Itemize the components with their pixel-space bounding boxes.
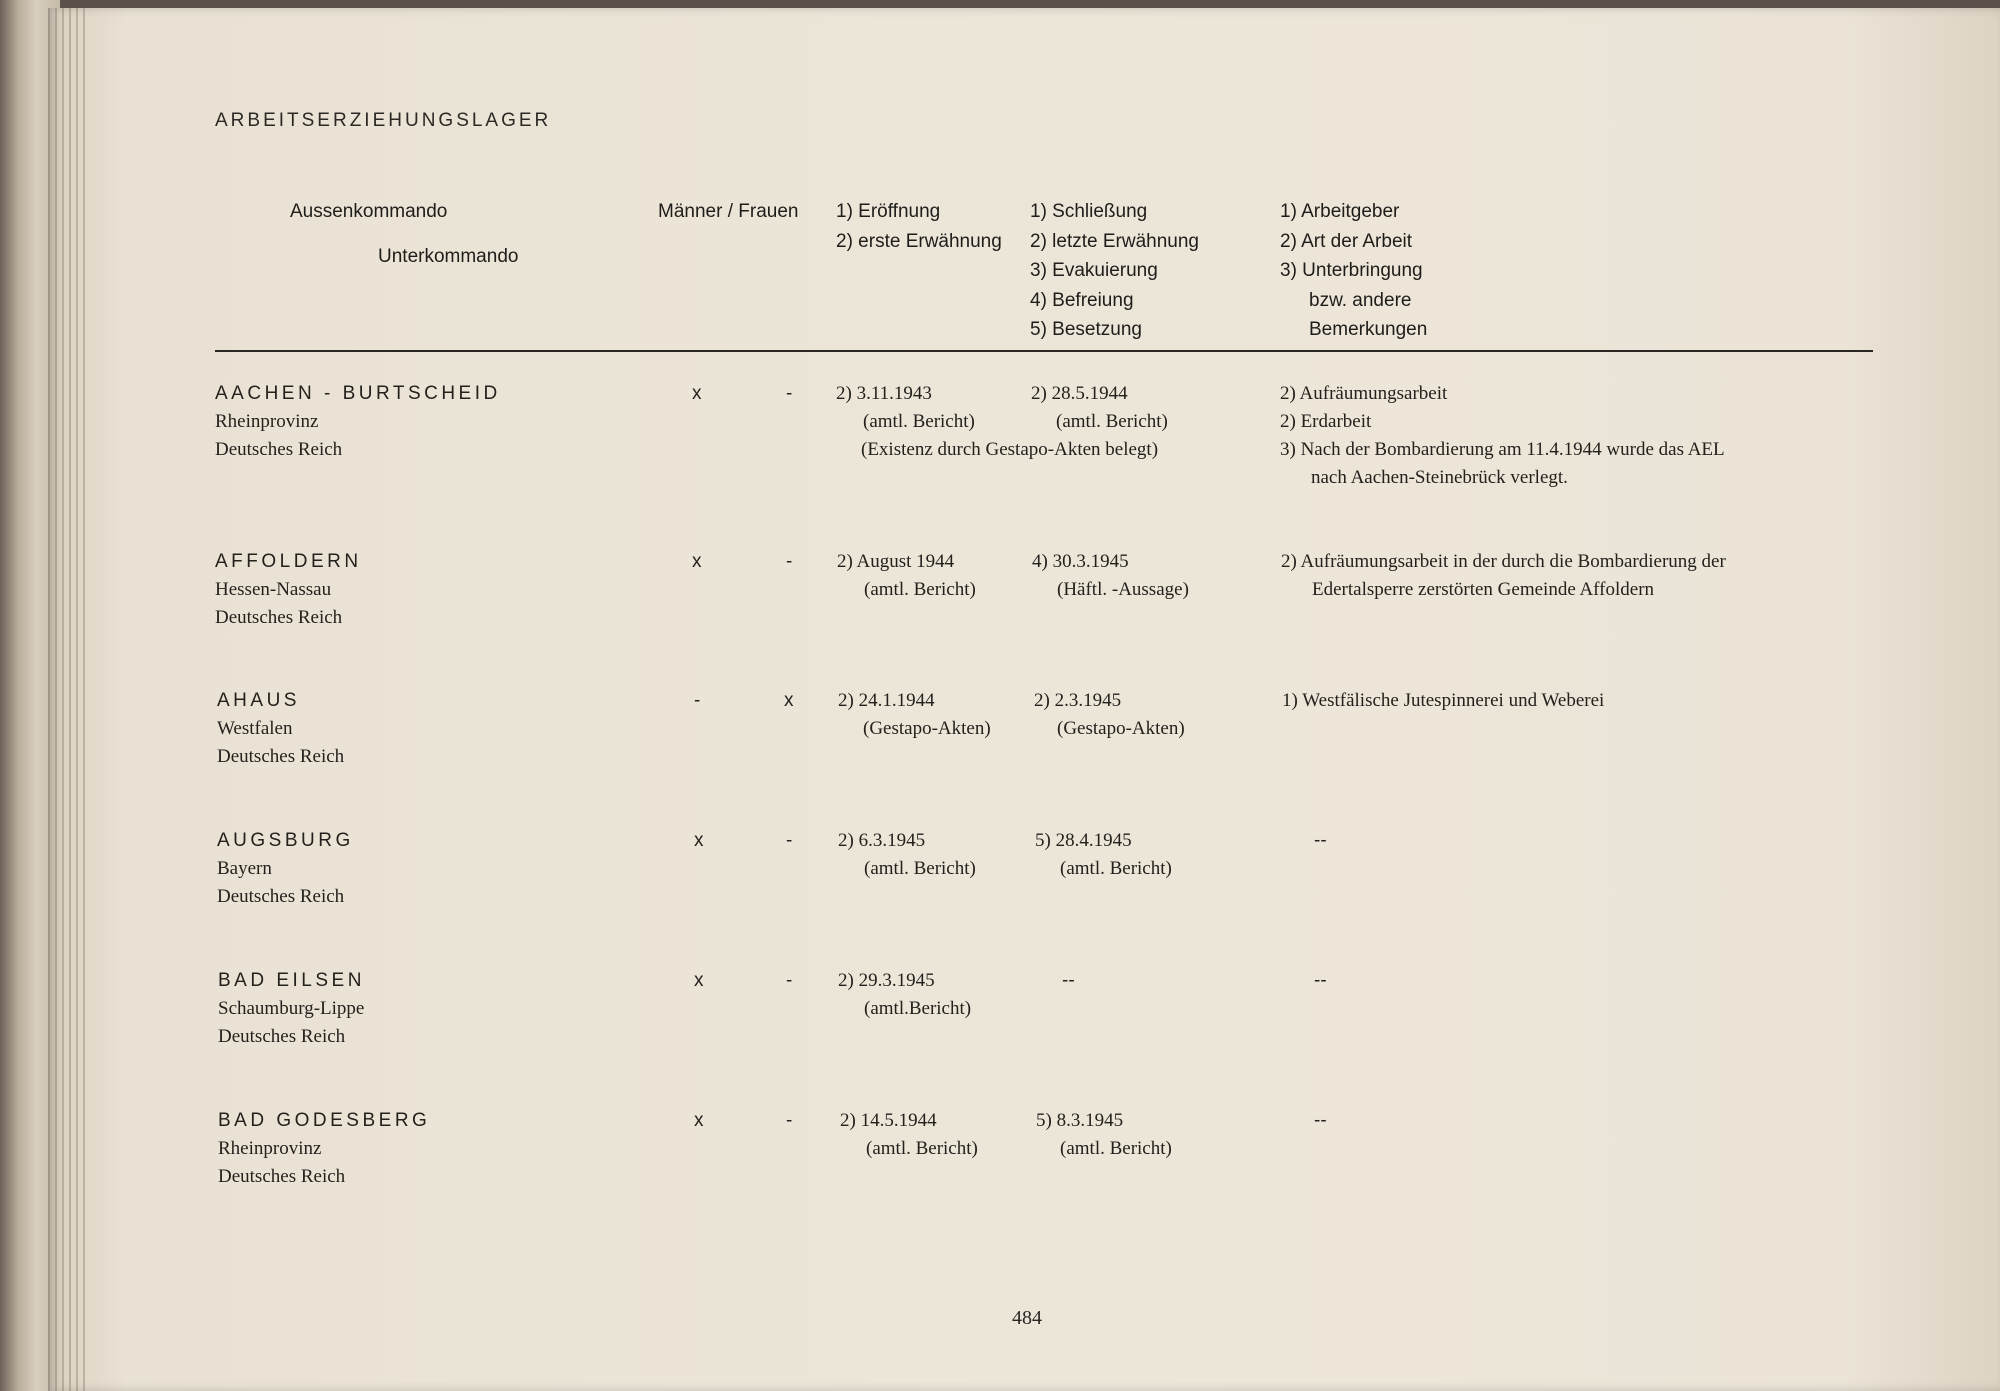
entry-opening-date: 2) 3.11.1943 [836, 383, 932, 404]
page-number: 484 [1012, 1307, 1042, 1329]
entry-closing-empty: -- [1062, 970, 1075, 991]
entry-opening-source: (amtl. Bericht) [864, 579, 976, 600]
entry-country: Deutsches Reich [215, 607, 343, 628]
entry-country: Deutsches Reich [217, 886, 345, 907]
entry-closing [1032, 548, 1189, 604]
entry-remark-line: nach Aachen-Steinebrück verlegt. [1311, 467, 1568, 488]
header-aussenkommando: Aussenkommando [290, 201, 448, 222]
entry-men-mark: x [692, 383, 702, 404]
entry-closing-date: 5) 8.3.1945 [1036, 1110, 1124, 1131]
entry-region: Bayern [217, 858, 272, 879]
entry-men-mark: x [692, 551, 702, 572]
header-remarks-line: Bemerkungen [1309, 319, 1428, 340]
entry-remarks [1280, 380, 1725, 492]
header-opening [836, 197, 1002, 256]
entry-closing-source: (amtl. Bericht) [1056, 411, 1168, 432]
entry-opening [838, 967, 971, 1023]
entry-men-mark: x [694, 1110, 704, 1131]
entry-remark-line: 2) Aufräumungsarbeit [1280, 383, 1448, 404]
header-remarks [1280, 197, 1427, 345]
header-maenner-frauen: Männer / Frauen [658, 201, 799, 222]
entry-closing-source: (amtl. Bericht) [1060, 858, 1172, 879]
entry-opening [836, 380, 975, 436]
entry-country: Deutsches Reich [218, 1166, 346, 1187]
header-closing-line: 4) Befreiung [1030, 289, 1134, 311]
entry-women-mark: - [786, 970, 793, 991]
entry-place: AACHEN - BURTSCHEID [215, 383, 501, 404]
entry-opening-date: 2) 14.5.1944 [840, 1110, 937, 1131]
entry-location [215, 380, 501, 464]
entry-location [217, 687, 344, 771]
entry-opening-date: 2) 6.3.1945 [838, 830, 926, 851]
entry-opening-date: 2) 24.1.1944 [838, 690, 935, 711]
header-remarks-line: 2) Art der Arbeit [1280, 230, 1413, 252]
entry-location [217, 827, 354, 911]
entry-opening [838, 687, 991, 743]
entry-closing-source: (Häftl. -Aussage) [1057, 579, 1189, 600]
entry-region: Rheinprovinz [215, 411, 319, 432]
entry-place: BAD EILSEN [218, 970, 365, 991]
entry-opening-source: (amtl.Bericht) [864, 998, 972, 1019]
entry-remarks-empty: -- [1314, 1110, 1327, 1131]
entry-men-mark: x [694, 830, 704, 851]
entry-region: Hessen-Nassau [215, 579, 332, 600]
header-opening-line: 2) erste Erwähnung [836, 230, 1002, 252]
entry-country: Deutsches Reich [215, 439, 343, 460]
entry-remarks [1281, 548, 1726, 604]
entry-opening [838, 827, 976, 883]
entry-region: Rheinprovinz [218, 1138, 322, 1159]
entry-remark-line: 2) Erdarbeit [1280, 411, 1372, 432]
header-closing-line: 5) Besetzung [1030, 319, 1142, 340]
section-title: ARBEITSERZIEHUNGSLAGER [215, 110, 552, 131]
header-opening-line: 1) Eröffnung [836, 201, 941, 222]
entry-place: AFFOLDERN [215, 551, 362, 572]
entry-remark-line: Edertalsperre zerstörten Gemeinde Affoldern [1312, 579, 1655, 600]
entry-region: Schaumburg-Lippe [218, 998, 365, 1019]
entry-opening-source: (amtl. Bericht) [863, 411, 975, 432]
entry-men-mark: - [694, 690, 701, 711]
header-closing-line: 1) Schließung [1030, 201, 1148, 222]
entry-opening-date: 2) August 1944 [837, 551, 955, 572]
entry-remarks-empty: -- [1314, 830, 1327, 851]
entry-closing-date: 4) 30.3.1945 [1032, 551, 1129, 572]
entry-closing-date: 2) 2.3.1945 [1034, 690, 1122, 711]
entry-closing-source: (Gestapo-Akten) [1057, 718, 1185, 739]
entry-region: Westfalen [217, 718, 293, 739]
entry-remark-line: 2) Aufräumungsarbeit in der durch die Bombardierung der [1281, 551, 1726, 572]
entry-closing-date: 5) 28.4.1945 [1035, 830, 1132, 851]
entry-location [215, 548, 362, 632]
entry-closing-source: (amtl. Bericht) [1060, 1138, 1172, 1159]
entry-closing [1034, 687, 1185, 743]
entry-opening [840, 1107, 978, 1163]
page-stack-edge [48, 8, 90, 1391]
entry-place: AUGSBURG [217, 830, 354, 851]
entry-country: Deutsches Reich [217, 746, 345, 767]
entry-opening-date: 2) 29.3.1945 [838, 970, 935, 991]
entry-remark-line: 3) Nach der Bombardierung am 11.4.1944 wurde das AEL [1280, 439, 1725, 460]
entry-remarks-empty: -- [1314, 970, 1327, 991]
header-remarks-line: bzw. andere [1309, 289, 1412, 311]
header-closing-line: 2) letzte Erwähnung [1030, 230, 1199, 252]
entry-closing [1031, 380, 1168, 436]
header-remarks-line: 3) Unterbringung [1280, 260, 1423, 281]
entry-place: AHAUS [217, 690, 300, 711]
entry-closing [1035, 827, 1172, 883]
entry-women-mark: - [786, 830, 793, 851]
entry-women-mark: - [786, 551, 793, 572]
entry-opening-source: (amtl. Bericht) [866, 1138, 978, 1159]
header-closing [1030, 197, 1199, 345]
entry-men-mark: x [694, 970, 704, 991]
header-closing-line: 3) Evakuierung [1030, 260, 1158, 281]
entry-women-mark: - [786, 383, 793, 404]
entry-opening [837, 548, 976, 604]
header-rule [215, 350, 1873, 352]
entry-place: BAD GODESBERG [218, 1110, 431, 1131]
header-remarks-line: 1) Arbeitgeber [1280, 201, 1400, 222]
entry-opening-source: (Gestapo-Akten) [863, 718, 991, 739]
entry-opening-source: (amtl. Bericht) [864, 858, 976, 879]
header-unterkommando: Unterkommando [378, 246, 519, 267]
entry-location [218, 1107, 430, 1191]
entry-closing-date: 2) 28.5.1944 [1031, 383, 1128, 404]
entry-remark-line: 1) Westfälische Jutespinnerei und Weberei [1282, 690, 1605, 711]
entry-women-mark: - [786, 1110, 793, 1131]
entry-country: Deutsches Reich [218, 1026, 346, 1047]
entry-closing [1036, 1107, 1172, 1163]
entry-remarks [1282, 687, 1604, 715]
entry-women-mark: x [784, 690, 794, 711]
entry-span-note: (Existenz durch Gestapo-Akten belegt) [861, 439, 1159, 460]
entry-location [218, 967, 365, 1051]
